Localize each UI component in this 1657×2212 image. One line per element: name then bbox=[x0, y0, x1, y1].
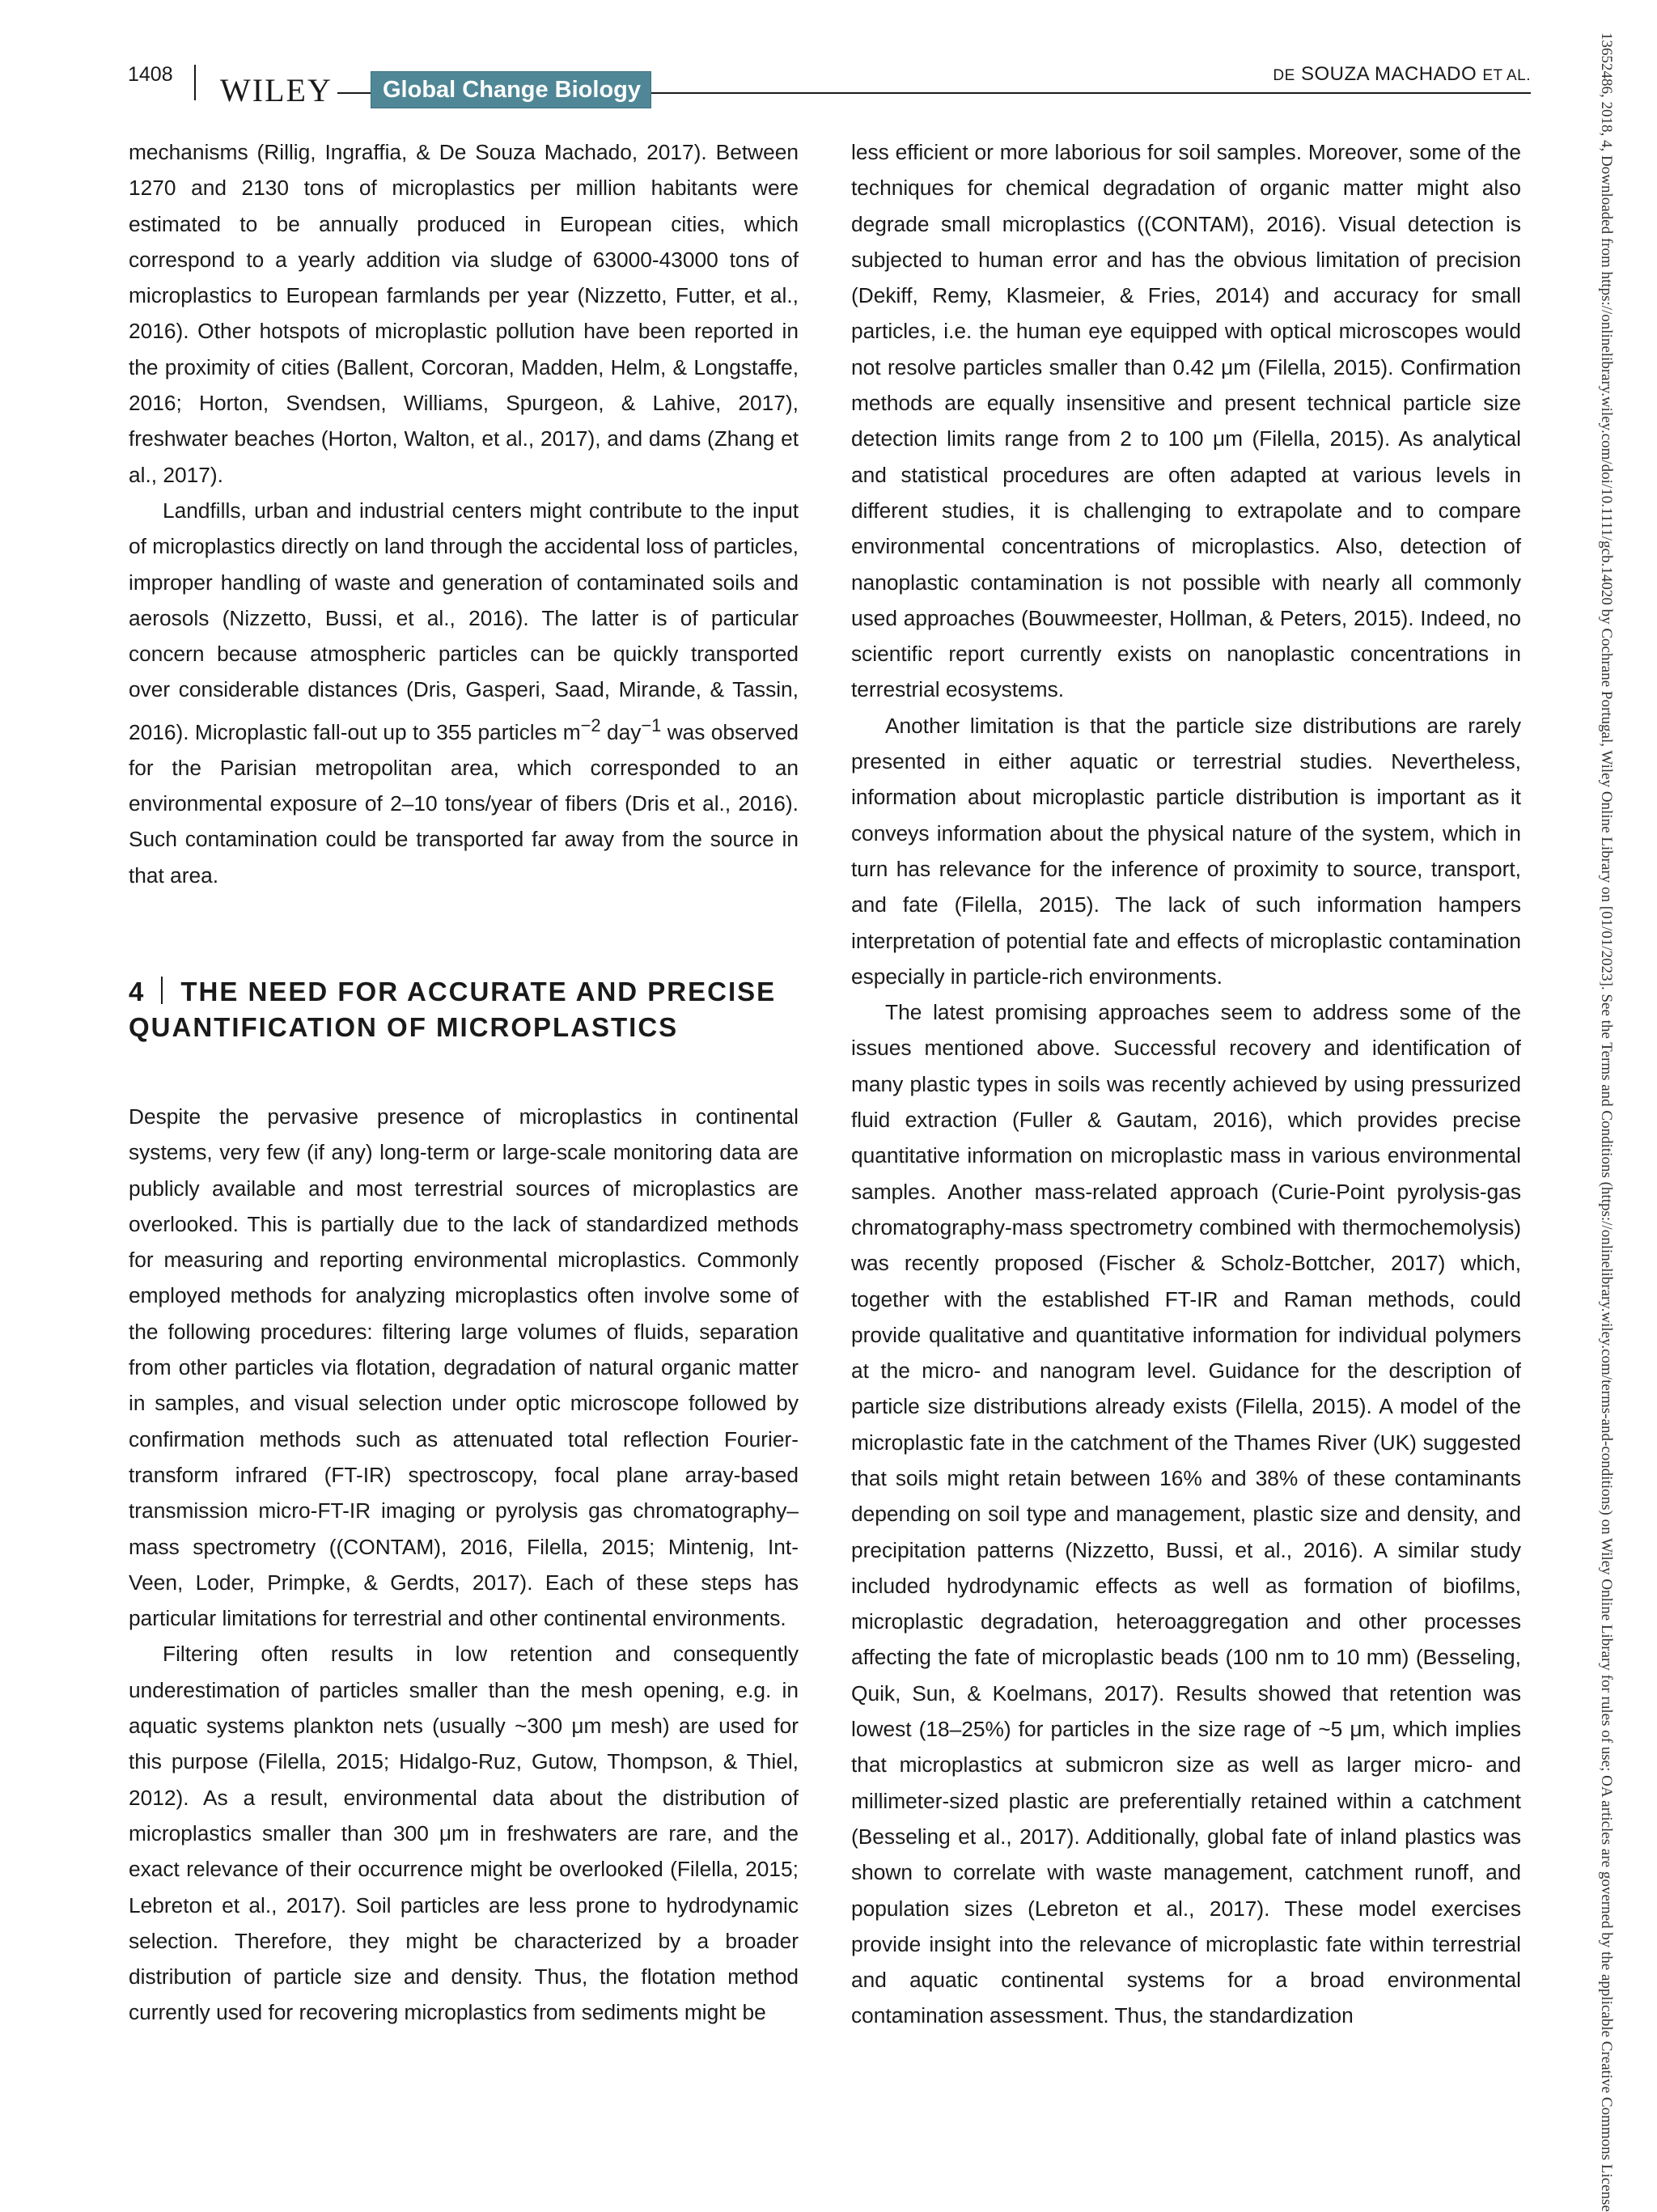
paragraph-continuation: mechanisms (Rillig, Ingraffia, & De Souza Machado, 2017). Between 1270 and 2130 tons of microplastics per million habitants were estimated to be annually produced in European cities, which correspond to a yearly addition via sludge of 63000-43000 tons of microplastics to European farmlands per year (Nizzetto, Futter, et al., 2016). Other hotspots of microplastic pollution have been reported in the proximity of cities (Ballent, Corcoran, Madden, Helm, & Longstaffe, 2016; Horton, Svendsen, Williams, Spurgeon, & Lahive, 2017), freshwater beaches (Horton, Walton, et al., 2017), and dams (Zhang et al., 2017). bbox=[129, 140, 799, 487]
page-number: 1408 bbox=[128, 63, 173, 86]
section-title: THE NEED FOR ACCURATE AND PRECISE QUANTIFICATION OF MICROPLASTICS bbox=[129, 977, 777, 1042]
paragraph-landfills bbox=[129, 493, 799, 893]
paragraph-text: was observed for the Parisian metropolitan area, which corresponded to an environmental exposure of 2–10 tons/year of fibers (Dris et al., 2016). Such contamination could be transported far away from the source in that area. bbox=[129, 719, 799, 888]
page-header bbox=[128, 58, 1531, 115]
header-divider bbox=[194, 65, 196, 100]
paragraph-pervasive: Despite the pervasive presence of microplastics in continental systems, very few (if any) long-term or large-scale monitoring data are publicly available and most terrestrial sources of microplastics are overlooked. This is partially due to the lack of standardized methods for measuring and reporting environmental microplastics. Commonly employed methods for analyzing microplastics often involve some of the following procedures: filtering large volumes of fluids, separation from other particles via flotation, degradation of natural organic matter in samples, and visual selection under optic microscope followed by confirmation methods such as attenuated total reflection Fourier-transform infrared (FT-IR) spectroscopy, focal plane array-based transmission micro-FT-IR imaging or pyrolysis gas chromatography–mass spectrometry ((CONTAM), 2016, Filella, 2015; Mintenig, Int-Veen, Loder, Primpke, & Gerdts, 2017). Each of these steps has particular limitations for terrestrial and other continental environments. bbox=[129, 1104, 799, 1631]
superscript: −2 bbox=[580, 714, 601, 735]
right-column bbox=[851, 134, 1521, 2034]
download-notice: 13652486, 2018, 4, Downloaded from https://onlinelibrary.wiley.com/doi/10.1111/gcb.14020 by Cochrane Portugal, Wiley Online Library on [01/01/2023]. See the Terms and Conditions (https://onlinelibrary.wiley.com/terms-and-conditions) on Wiley Online Library for rules of use; OA articles are governed by the applicable Creative Commons License bbox=[1598, 32, 1615, 2212]
paragraph-size-distribution: Another limitation is that the particle size distributions are rarely presented in either aquatic or terrestrial studies. Nevertheless, information about microplastic particle distribution is important as it conveys information about the physical nature of the system, which in turn has relevance for the inference of proximity to source, transport, and fate (Filella, 2015). The lack of such information hampers interpretation of potential fate and effects of microplastic contamination especially in particle-rich environments. bbox=[851, 713, 1521, 989]
paragraph-continuation-right: less efficient or more laborious for soil samples. Moreover, some of the techniques for chemical degradation of organic matter might also degrade small microplastics ((CONTAM), 2016). Visual detection is subjected to human error and has the obvious limitation of precision (Dekiff, Remy, Klasmeier, & Fries, 2014) and accuracy for small particles, i.e. the human eye equipped with optical microscopes would not resolve particles smaller than 0.42 μm (Filella, 2015). Confirmation methods are equally insensitive and present technical particle size detection limits range from 2 to 100 μm (Filella, 2015). As analytical and statistical procedures are often adapted at various levels in different studies, it is challenging to extrapolate and to compare environmental concentrations of microplastics. Also, detection of nanoplastic contamination is not possible with nearly all commonly used approaches (Bouwmeester, Hollman, & Peters, 2015). Indeed, no scientific report currently exists on nanoplastic concentrations in terrestrial ecosystems. bbox=[851, 140, 1521, 702]
paragraph-text: Landfills, urban and industrial centers might contribute to the input of microplastics directly on land through the accidental loss of particles, improper handling of waste and generation of contaminated soils and aerosols (Nizzetto, Bussi, et al., 2016). The latter is of particular concern because atmospheric particles can be quickly transported over considerable distances (Dris, Gasperi, Saad, Mirande, & Tassin, 2016). Microplastic fall-out up to 355 particles m bbox=[129, 498, 799, 744]
running-head bbox=[1273, 63, 1531, 86]
paragraph-approaches: The latest promising approaches seem to address some of the issues mentioned above. Successful recovery and identification of many plastic types in soils was recently achieved by using pressurized fluid extraction (Fuller & Gautam, 2016), which provides precise quantitative information on microplastic mass in various environmental samples. Another mass-related approach (Curie-Point pyrolysis-gas chromatography-mass spectrometry combined with thermochemolysis) was recently proposed (Fischer & Scholz-Bottcher, 2017) which, together with the established FT-IR and Raman methods, could provide qualitative and quantitative information for individual polymers at the micro- and nanogram level. Guidance for the description of particle size distributions already exists (Filella, 2015). A model of the microplastic fate in the catchment of the Thames River (UK) suggested that soils might retain between 16% and 38% of these contaminants depending on soil type and management, plastic size and density, and precipitation patterns (Nizzetto, Bussi, et al., 2016). A similar study included hydrodynamic effects as well as formation of biofilms, microplastic degradation, heteroaggregation and other processes affecting the fate of microplastic beads (100 nm to 10 mm) (Besseling, Quik, Sun, & Koelmans, 2017). Results showed that retention was lowest (18–25%) for particles in the size rage of ~5 μm, which implies that microplastics at submicron size as well as larger micro- and millimeter-sized plastic are preferentially retained within a catchment (Besseling et al., 2017). Additionally, global fate of inland plastics was shown to correlate with waste management, catchment runoff, and population sizes (Lebreton et al., 2017). These model exercises provide insight into the relevance of microplastic fate within terrestrial and aquatic continental systems for a broad environmental contamination assessment. Thus, the standardization bbox=[851, 1000, 1521, 2028]
running-head-prefix: DE bbox=[1273, 67, 1295, 84]
superscript: −1 bbox=[641, 714, 662, 735]
heading-divider bbox=[161, 977, 163, 1004]
journal-title-badge: Global Change Biology bbox=[371, 71, 651, 108]
paragraph-filtering: Filtering often results in low retention and consequently underestimation of particles smaller than the mesh opening, e.g. in aquatic systems plankton nets (usually ~300 μm mesh) are used for this purpose (Filella, 2015; Hidalgo-Ruz, Gutow, Thompson, & Thiel, 2012). As a result, environmental data about the distribution of microplastics smaller than 300 μm in freshwaters are rare, and the exact relevance of their occurrence might be overlooked (Filella, 2015; Lebreton et al., 2017). Soil particles are less prone to hydrodynamic selection. Therefore, they might be characterized by a broader distribution of particle size and density. Thus, the flotation method currently used for recovering microplastics from sediments might be bbox=[129, 1642, 799, 2025]
section-number: 4 bbox=[129, 977, 146, 1006]
left-column bbox=[129, 134, 799, 2031]
running-head-name: SOUZA MACHADO bbox=[1300, 63, 1477, 85]
paragraph-text: day bbox=[600, 719, 642, 744]
section-heading bbox=[129, 974, 799, 1045]
publisher-logo: WILEY bbox=[217, 73, 337, 108]
running-head-suffix: ET AL. bbox=[1482, 67, 1531, 84]
